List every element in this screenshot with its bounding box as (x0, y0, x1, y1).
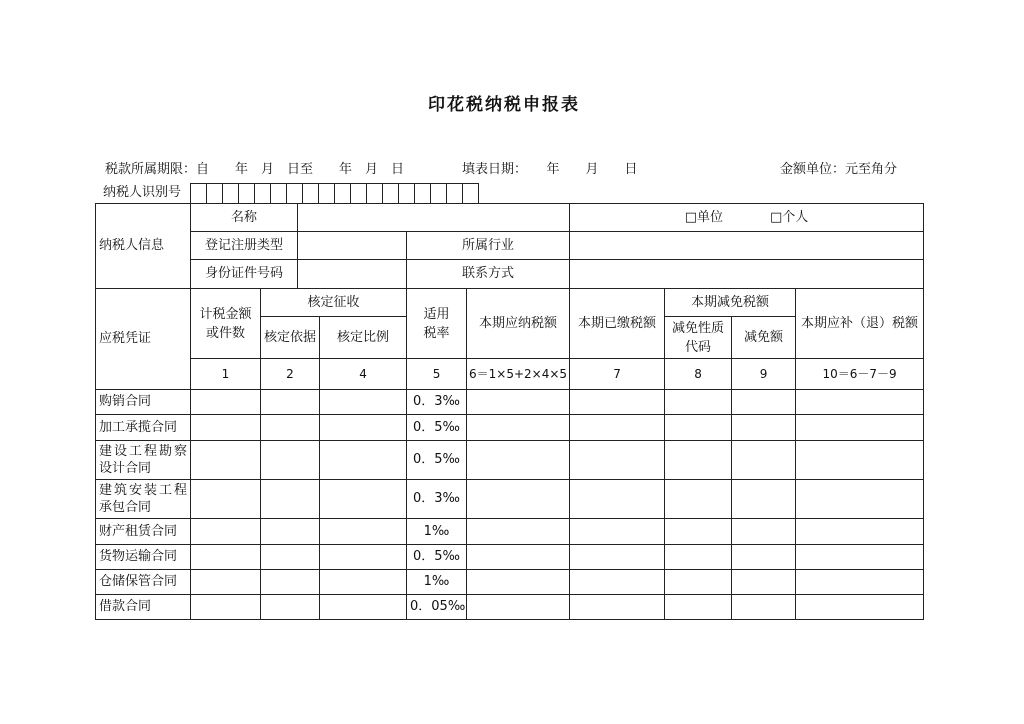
reduction-code-field (665, 390, 732, 415)
voucher-name: 建设工程勘察设计合同 (96, 441, 191, 480)
taxpayer-id-box (366, 184, 382, 204)
voucher-name: 财产租赁合同 (96, 519, 191, 545)
voucher-name: 加工承揽合同 (96, 415, 191, 441)
assessed-ratio-field (320, 595, 407, 620)
assessed-basis-field (261, 570, 320, 595)
reduction-code-header: 减免性质代码 (665, 317, 732, 359)
taxpayer-name-row (96, 204, 924, 232)
payable-tax-field (467, 390, 570, 415)
paid-tax-field (570, 545, 665, 570)
taxpayer-id-box (398, 184, 414, 204)
payable-tax-field (467, 480, 570, 519)
refund-due-field (796, 441, 924, 480)
refund-due-field (796, 545, 924, 570)
reduction-code-field (665, 595, 732, 620)
tax-rate-value: 1‰ (407, 519, 467, 545)
tax-rate-value: 0．05‰ (407, 595, 467, 620)
tax-rate-value: 0．5‰ (407, 545, 467, 570)
taxable-amount-field (191, 480, 261, 519)
taxable-voucher-header: 应税凭证 (96, 289, 191, 390)
taxpayer-id-box (270, 184, 286, 204)
refund-due-header: 本期应补（退）税额 (796, 289, 924, 359)
payable-tax-field (467, 441, 570, 480)
assessed-basis-field (261, 415, 320, 441)
reduction-code-field (665, 480, 732, 519)
voucher-name: 货物运输合同 (96, 545, 191, 570)
tax-rate-value: 0．3‰ (407, 390, 467, 415)
taxable-amount-field (191, 519, 261, 545)
tax-rate-value: 0．3‰ (407, 480, 467, 519)
payable-tax-field (467, 519, 570, 545)
reduction-amount-header: 减免额 (732, 317, 796, 359)
paid-tax-field (570, 570, 665, 595)
taxpayer-info-table (95, 203, 924, 289)
reduction-amount-field (732, 480, 796, 519)
taxable-amount-field (191, 441, 261, 480)
entity-option-individual: □个人 (770, 209, 809, 225)
assessed-ratio-field (320, 519, 407, 545)
column-number-5: 5 (407, 359, 467, 390)
id-number-row (96, 260, 924, 289)
column-number-8: 8 (665, 359, 732, 390)
contact-value-field (570, 260, 924, 289)
tax-reduction-header: 本期减免税额 (665, 289, 796, 317)
taxpayer-id-box (190, 184, 206, 204)
amount-unit-line: 金额单位：元至角分 (780, 162, 898, 177)
refund-due-field (796, 480, 924, 519)
voucher-name: 购销合同 (96, 390, 191, 415)
reduction-code-field (665, 415, 732, 441)
industry-value-field (570, 232, 924, 260)
taxpayer-id-box (430, 184, 446, 204)
header-row-1 (96, 289, 924, 317)
taxpayer-id-box (286, 184, 302, 204)
reduction-amount-field (732, 415, 796, 441)
assessed-ratio-field (320, 570, 407, 595)
assessed-ratio-field (320, 545, 407, 570)
reduction-amount-field (732, 441, 796, 480)
tax-period-line: 税款所属期限：自 年 月 日至 年 月 日 (105, 162, 405, 177)
taxpayer-id-boxes (190, 183, 479, 204)
paid-tax-field (570, 519, 665, 545)
fill-date-line: 填表日期： 年 月 日 (462, 162, 638, 177)
taxpayer-id-box (414, 184, 430, 204)
payable-tax-field (467, 570, 570, 595)
column-number-4: 4 (320, 359, 407, 390)
paid-tax-field (570, 441, 665, 480)
taxpayer-id-box (334, 184, 350, 204)
column-number-7: 7 (570, 359, 665, 390)
registration-type-label: 登记注册类型 (191, 232, 298, 260)
tax-row-property-lease-contract (96, 519, 924, 545)
reduction-amount-field (732, 570, 796, 595)
reduction-code-field (665, 519, 732, 545)
paid-tax-header: 本期已缴税额 (570, 289, 665, 359)
tax-row-construction-survey-design-contract (96, 441, 924, 480)
refund-due-field (796, 519, 924, 545)
taxable-amount-field (191, 390, 261, 415)
voucher-name: 借款合同 (96, 595, 191, 620)
assessed-basis-field (261, 441, 320, 480)
reduction-amount-field (732, 595, 796, 620)
taxpayer-id-box (302, 184, 318, 204)
paid-tax-field (570, 480, 665, 519)
paid-tax-field (570, 415, 665, 441)
taxpayer-id-box (222, 184, 238, 204)
tax-row-construction-installation-contract (96, 480, 924, 519)
tax-row-warehousing-contract (96, 570, 924, 595)
id-number-label: 身份证件号码 (191, 260, 298, 289)
column-number-row (96, 359, 924, 390)
column-number-9: 9 (732, 359, 796, 390)
tax-rate-value: 1‰ (407, 570, 467, 595)
reduction-amount-field (732, 545, 796, 570)
refund-due-field (796, 415, 924, 441)
name-value-field (298, 204, 570, 232)
taxpayer-id-box (206, 184, 222, 204)
form-title: 印花税纳税申报表 (428, 95, 580, 115)
id-number-value-field (298, 260, 407, 289)
assessed-ratio-field (320, 390, 407, 415)
voucher-name: 建筑安装工程承包合同 (96, 480, 191, 519)
reduction-code-field (665, 570, 732, 595)
taxpayer-id-box (446, 184, 462, 204)
payable-tax-field (467, 415, 570, 441)
taxpayer-id-label: 纳税人识别号 (103, 185, 182, 200)
assessed-ratio-header: 核定比例 (320, 317, 407, 359)
name-label: 名称 (191, 204, 298, 232)
registration-type-row (96, 232, 924, 260)
entity-type-options (570, 204, 924, 232)
tax-row-loan-contract (96, 595, 924, 620)
assessed-collection-header: 核定征收 (261, 289, 407, 317)
taxable-amount-field (191, 415, 261, 441)
tax-row-cargo-transport-contract (96, 545, 924, 570)
refund-due-field (796, 570, 924, 595)
entity-option-unit: □单位 (684, 209, 723, 225)
payable-tax-header: 本期应纳税额 (467, 289, 570, 359)
taxpayer-id-box (238, 184, 254, 204)
tax-row-sales-contract (96, 390, 924, 415)
payable-tax-field (467, 545, 570, 570)
taxable-amount-header: 计税金额或件数 (191, 289, 261, 359)
column-number-1: 1 (191, 359, 261, 390)
reduction-amount-field (732, 519, 796, 545)
assessed-basis-field (261, 480, 320, 519)
tax-rate-value: 0．5‰ (407, 441, 467, 480)
reduction-code-field (665, 441, 732, 480)
tax-calculation-table (95, 288, 924, 620)
taxpayer-id-box (318, 184, 334, 204)
taxpayer-id-box (462, 184, 478, 204)
assessed-basis-field (261, 519, 320, 545)
tax-row-processing-contract (96, 415, 924, 441)
tax-rate-value: 0．5‰ (407, 415, 467, 441)
taxpayer-id-box (382, 184, 398, 204)
assessed-ratio-field (320, 415, 407, 441)
assessed-basis-field (261, 545, 320, 570)
column-number-10-formula: 10＝6－7－9 (796, 359, 924, 390)
assessed-ratio-field (320, 480, 407, 519)
registration-type-value-field (298, 232, 407, 260)
voucher-name: 仓储保管合同 (96, 570, 191, 595)
column-number-2: 2 (261, 359, 320, 390)
taxpayer-id-box (254, 184, 270, 204)
contact-label: 联系方式 (407, 260, 570, 289)
industry-label: 所属行业 (407, 232, 570, 260)
paid-tax-field (570, 390, 665, 415)
assessed-ratio-field (320, 441, 407, 480)
refund-due-field (796, 390, 924, 415)
taxable-amount-field (191, 570, 261, 595)
assessed-basis-field (261, 390, 320, 415)
taxable-amount-field (191, 545, 261, 570)
payable-tax-field (467, 595, 570, 620)
taxpayer-id-box (350, 184, 366, 204)
reduction-code-field (665, 545, 732, 570)
tax-rate-header: 适用税率 (407, 289, 467, 359)
assessed-basis-field (261, 595, 320, 620)
taxpayer-info-section-label: 纳税人信息 (96, 204, 191, 289)
assessed-basis-header: 核定依据 (261, 317, 320, 359)
column-number-6-formula: 6＝1×5+2×4×5 (467, 359, 570, 390)
reduction-amount-field (732, 390, 796, 415)
taxable-amount-field (191, 595, 261, 620)
paid-tax-field (570, 595, 665, 620)
refund-due-field (796, 595, 924, 620)
